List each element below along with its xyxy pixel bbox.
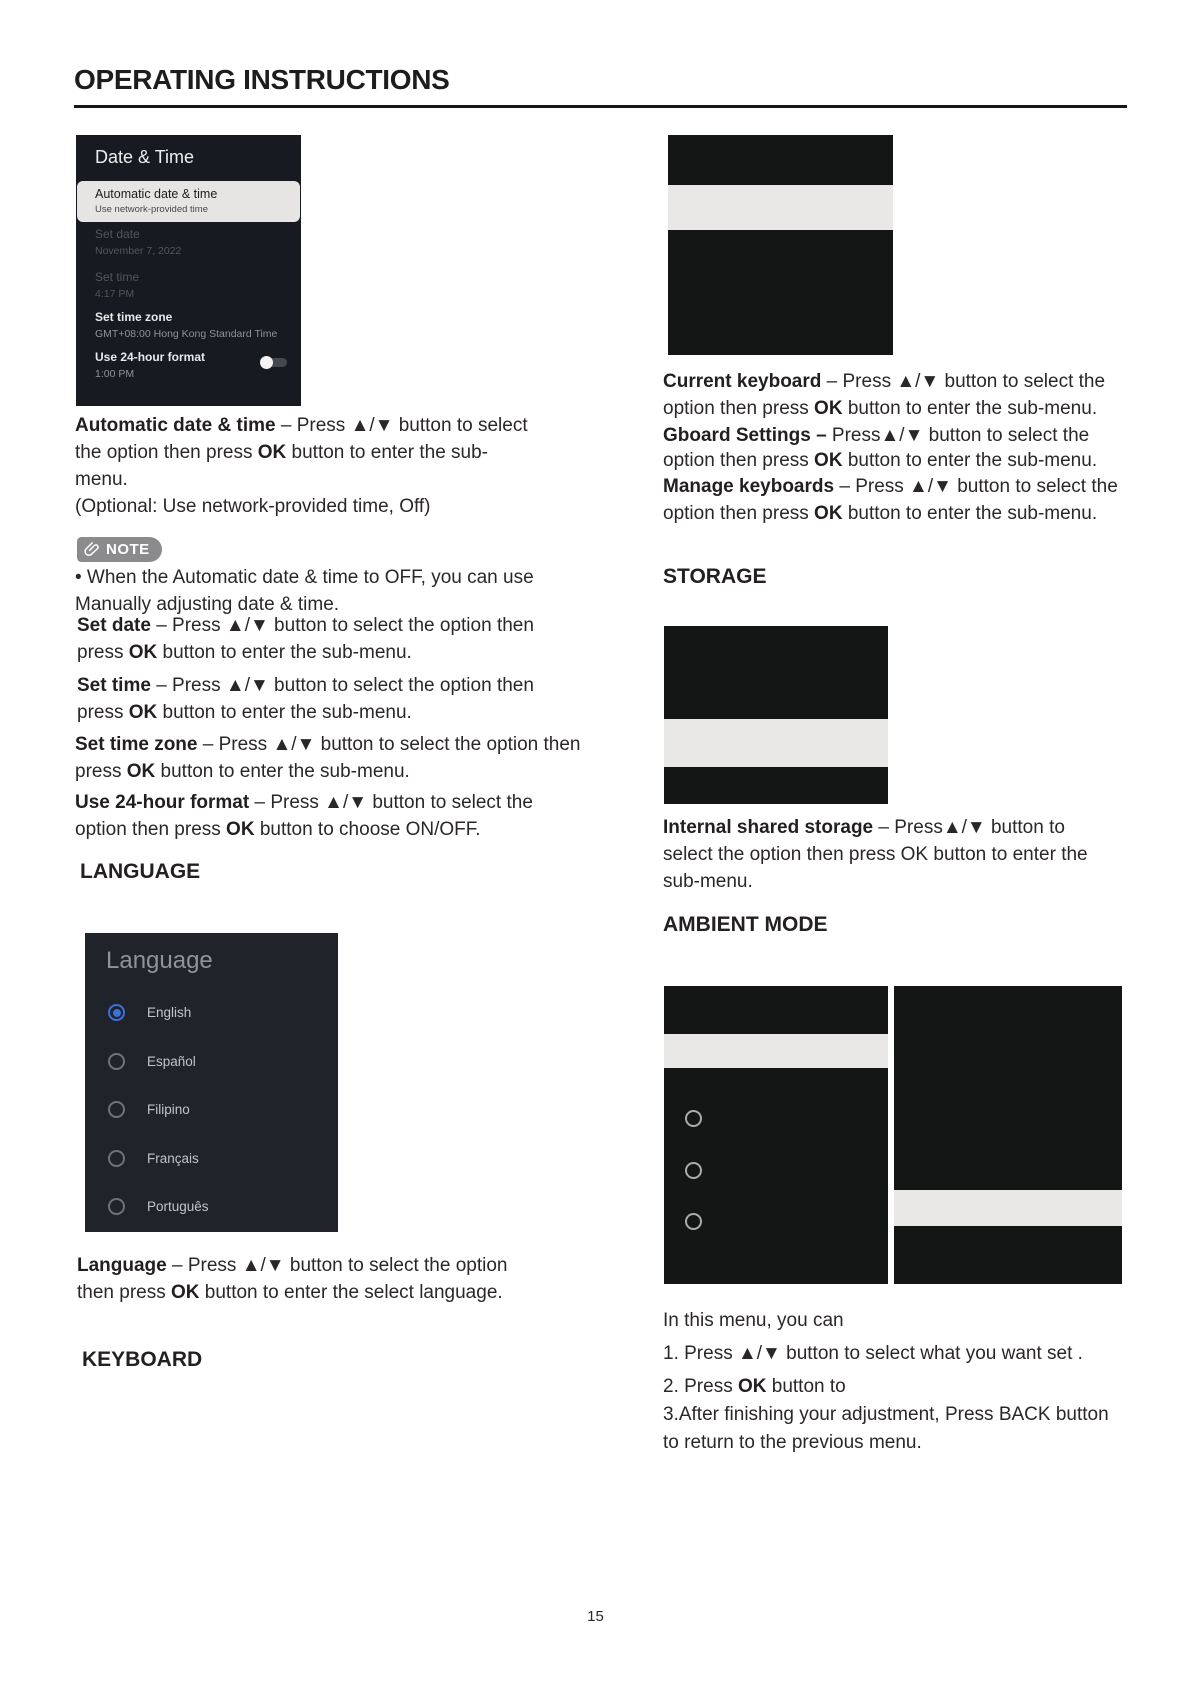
menu-item-value: November 7, 2022 — [95, 245, 182, 257]
instruction-lead: Automatic date & time — [75, 415, 276, 436]
date-time-menu-screenshot — [76, 135, 301, 406]
menu-item-set-time-zone — [95, 310, 291, 340]
highlighted-row — [664, 719, 888, 767]
menu-item-value: GMT+08:00 Hong Kong Standard Time — [95, 328, 278, 340]
instruction-lead: Gboard Settings – — [663, 425, 827, 446]
instruction-text: – Press ▲/▼ button to select the option then press — [77, 1255, 508, 1303]
instruction-text: – Press ▲/▼ button to select the option then press — [75, 734, 581, 782]
ambient-step-1 — [663, 1340, 1153, 1367]
instruction-optional-line — [75, 493, 580, 520]
date-time-menu-title: Date & Time — [95, 147, 195, 167]
instruction-text: button to — [766, 1376, 846, 1397]
instruction-text: – Press ▲/▼ button to select the option then press — [663, 476, 1118, 524]
instruction-text: button to enter the sub-menu. — [842, 503, 1098, 524]
instruction-lead: Set date — [77, 615, 151, 636]
language-menu-title: Language — [106, 947, 213, 974]
language-option-filipino — [108, 1101, 190, 1118]
instruction-set-time — [77, 672, 539, 726]
language-menu-screenshot — [85, 933, 338, 1232]
language-option-francais — [108, 1150, 199, 1167]
instruction-text: • When the Automatic date & time to OFF, you can use Manually adjusting date & time. — [75, 567, 534, 615]
page-number: 15 — [587, 1608, 604, 1625]
instruction-current-keyboard — [663, 368, 1141, 422]
ok-keyword: OK — [128, 702, 158, 723]
ok-keyword: OK — [257, 442, 287, 463]
instruction-gboard-settings — [663, 423, 1141, 473]
instruction-text: 3.After finishing your adjustment, Press BACK button to return to the previous menu. — [663, 1404, 1109, 1453]
note-badge — [77, 537, 162, 562]
instruction-text: – Press ▲/▼ button to select the option then press — [77, 675, 534, 723]
page-title: OPERATING INSTRUCTIONS — [74, 64, 450, 95]
instruction-text: button to enter the sub-menu. — [157, 642, 412, 663]
menu-item-value: Use network-provided time — [95, 204, 208, 215]
menu-item-label: Set time — [95, 270, 140, 284]
storage-menu-screenshot — [664, 626, 888, 804]
language-option-label: Français — [147, 1151, 199, 1166]
language-option-portugues — [108, 1198, 209, 1215]
instruction-set-time-zone — [75, 731, 597, 785]
ok-keyword: OK — [814, 450, 843, 471]
storage-heading: STORAGE — [663, 565, 767, 588]
menu-item-automatic-date-time — [77, 181, 300, 222]
instruction-lead: Set time — [77, 675, 151, 696]
menu-item-label: Automatic date & time — [95, 187, 218, 201]
radio-icon — [108, 1053, 125, 1070]
instruction-text: button to enter the sub-menu. — [157, 702, 412, 723]
radio-icon — [108, 1198, 125, 1215]
ok-keyword: OK — [814, 503, 843, 524]
ok-keyword: OK — [737, 1376, 767, 1397]
ambient-menu-screenshot-right — [894, 986, 1122, 1284]
instruction-text: button to enter the sub-menu. — [842, 450, 1098, 471]
ok-keyword: OK — [226, 819, 255, 840]
instruction-text: Press▲/▼ button to select the option then press — [663, 425, 1090, 471]
instruction-lead: Use 24-hour format — [75, 792, 250, 813]
highlighted-row — [664, 1034, 888, 1068]
radio-icon — [685, 1110, 702, 1127]
menu-item-label: Set date — [95, 227, 140, 241]
toggle-off-icon — [260, 356, 287, 369]
instruction-lead: Current keyboard — [663, 371, 822, 392]
language-option-english — [108, 1004, 191, 1021]
ambient-menu-screenshot-left — [664, 986, 888, 1284]
ambient-mode-heading: AMBIENT MODE — [663, 913, 828, 936]
instruction-use-24-hour — [75, 789, 575, 843]
language-option-label: English — [147, 1005, 192, 1020]
menu-item-set-time — [95, 270, 291, 300]
keyboard-heading: KEYBOARD — [82, 1348, 203, 1371]
title-rule — [74, 105, 1127, 108]
menu-item-label: Set time zone — [95, 310, 173, 324]
instruction-automatic-date-time — [75, 412, 530, 493]
keyboard-menu-screenshot — [668, 135, 893, 355]
menu-item-label: Use 24-hour format — [95, 350, 206, 364]
instruction-internal-storage — [663, 814, 1088, 895]
toggle-knob — [260, 356, 273, 369]
instruction-text: button to choose ON/OFF. — [254, 819, 481, 840]
radio-selected-icon — [108, 1004, 125, 1021]
language-option-label: Filipino — [147, 1102, 190, 1117]
instruction-text: (Optional: Use network-provided time, Off) — [75, 496, 431, 517]
instruction-text: button to enter the sub-menu. — [155, 761, 410, 782]
instruction-text: button to enter the sub-menu. — [75, 442, 488, 490]
instruction-lead: Manage keyboards — [663, 476, 835, 497]
instruction-language — [77, 1252, 547, 1306]
language-option-label: Português — [147, 1199, 209, 1214]
instruction-text: – Press ▲/▼ button to select the option then press — [663, 371, 1106, 419]
instruction-text: button to enter the select language. — [199, 1282, 503, 1303]
instruction-set-date — [77, 612, 539, 666]
note-text — [75, 564, 580, 618]
highlighted-row — [668, 185, 893, 230]
instruction-text: 2. Press — [663, 1376, 738, 1397]
radio-icon — [108, 1150, 125, 1167]
instruction-text: In this menu, you can — [663, 1310, 844, 1331]
ok-keyword: OK — [126, 761, 156, 782]
ok-keyword: OK — [171, 1282, 200, 1303]
ambient-intro-text — [663, 1307, 1133, 1334]
ambient-step-3 — [663, 1401, 1118, 1457]
radio-icon — [685, 1162, 702, 1179]
language-option-espanol — [108, 1053, 196, 1070]
instruction-lead: Language — [77, 1255, 167, 1276]
instruction-lead: Internal shared storage — [663, 817, 874, 838]
instruction-text: – Press ▲/▼ button to select the option then press — [75, 792, 533, 840]
instruction-lead: Set time zone — [75, 734, 198, 755]
instruction-text: 1. Press ▲/▼ button to select what you want set . — [663, 1343, 1083, 1364]
highlighted-row — [894, 1190, 1122, 1226]
instruction-text: – Press▲/▼ button to select the option then press OK button to enter the sub-menu. — [663, 817, 1088, 892]
paperclip-icon — [84, 541, 101, 558]
ok-keyword: OK — [128, 642, 158, 663]
instruction-text: button to enter the sub-menu. — [842, 398, 1098, 419]
menu-item-value: 4:17 PM — [95, 288, 135, 300]
menu-item-value: 1:00 PM — [95, 368, 135, 380]
language-option-label: Español — [147, 1054, 196, 1069]
radio-icon — [108, 1101, 125, 1118]
radio-icon — [685, 1213, 702, 1230]
language-heading: LANGUAGE — [80, 860, 201, 883]
ok-keyword: OK — [814, 398, 843, 419]
ambient-step-2 — [663, 1373, 1133, 1400]
note-badge-label: NOTE — [106, 541, 150, 558]
instruction-text: – Press ▲/▼ button to select the option then press — [75, 415, 528, 463]
menu-item-set-date — [95, 227, 291, 257]
instruction-manage-keyboards — [663, 473, 1118, 527]
instruction-text: – Press ▲/▼ button to select the option then press — [77, 615, 534, 663]
